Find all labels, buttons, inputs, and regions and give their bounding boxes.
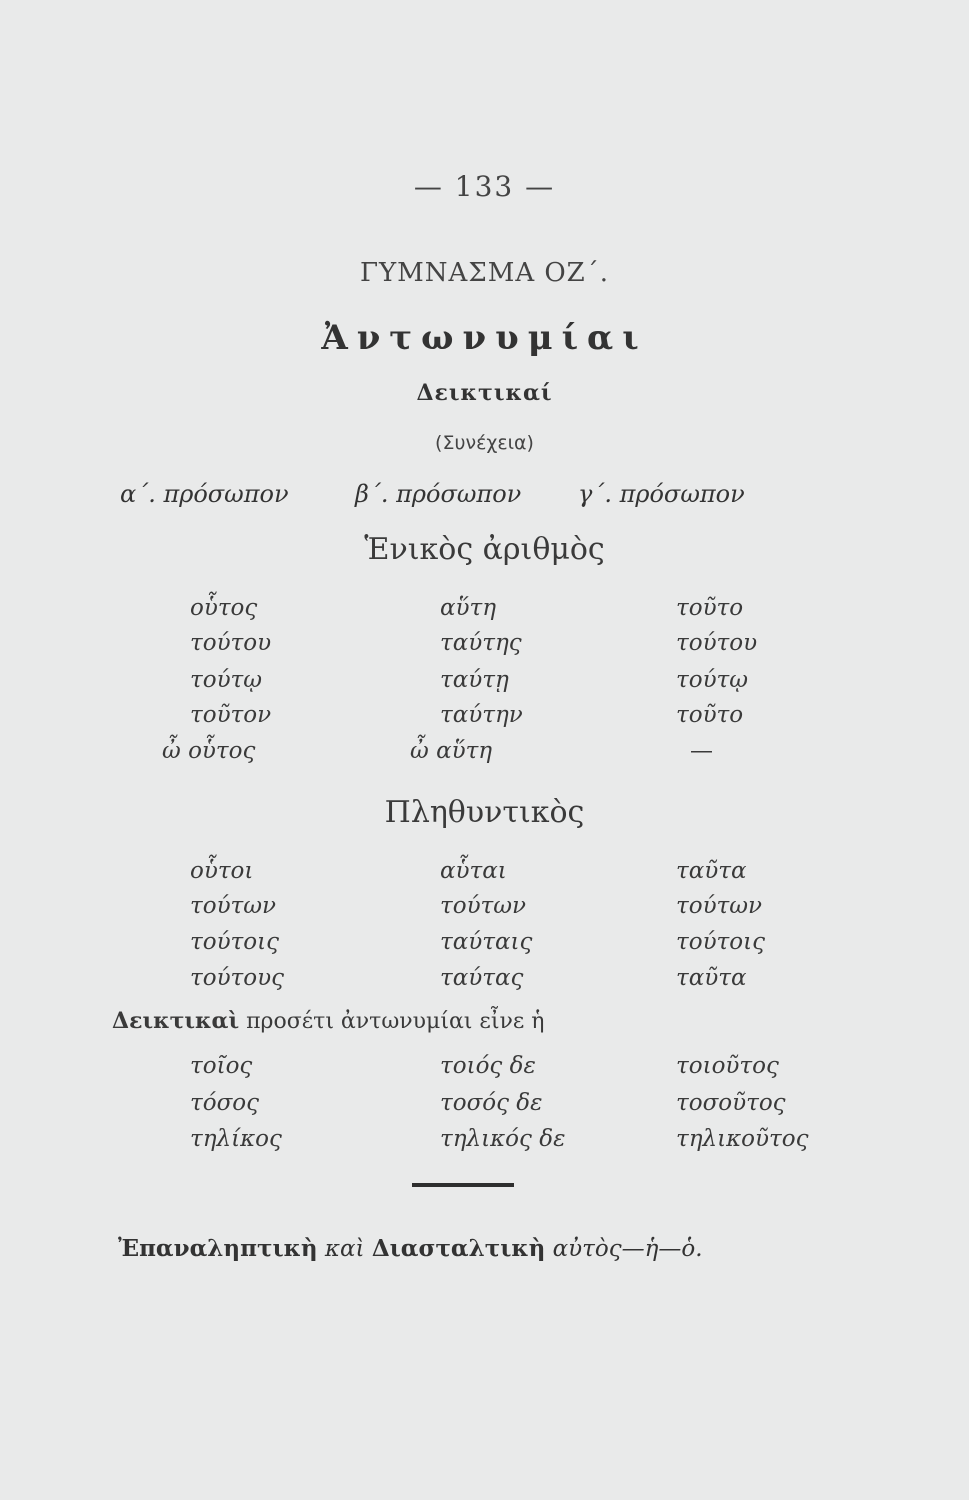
table-cell: ταῦτα — [676, 965, 747, 991]
table-cell: — — [690, 738, 713, 764]
table-cell: τούτῳ — [190, 667, 263, 693]
exercise-title: ΓΥΜΝΑΣΜΑ ΟΖ΄. — [359, 258, 610, 288]
table-cell: τηλικοῦτος — [676, 1126, 809, 1152]
table-cell: τοῦτον — [190, 702, 272, 728]
table-cell: τοῦτο — [676, 702, 744, 728]
table-cell: τοῖος — [190, 1053, 253, 1079]
table-cell: τόσος — [190, 1090, 259, 1116]
table-cell: ὦ αὕτη — [410, 738, 493, 764]
footer-rest: αὐτὸς—ἡ—ὁ. — [552, 1236, 703, 1262]
table-cell: ταύτῃ — [440, 667, 509, 693]
note-line — [112, 1008, 544, 1034]
footer-bold-2: Διασταλτικὴ — [371, 1235, 546, 1262]
person-3-header: γ΄. πρόσωπον — [578, 480, 745, 508]
table-cell: τούτων — [190, 893, 277, 919]
table-cell: ταύτης — [440, 630, 522, 656]
person-2-header: β΄. πρόσωπον — [355, 480, 522, 508]
plural-heading: Πληθυντικὸς — [384, 795, 585, 830]
table-cell: οὗτος — [190, 595, 258, 621]
table-cell: τοσοῦτος — [676, 1090, 786, 1116]
table-cell: τοιός δε — [440, 1053, 536, 1079]
table-cell: τοιοῦτος — [676, 1053, 779, 1079]
table-cell: τούτου — [190, 630, 272, 656]
table-cell: τούτῳ — [676, 667, 749, 693]
table-cell: τηλικός δε — [440, 1126, 566, 1152]
table-cell: ταύταις — [440, 929, 533, 955]
divider-rule — [412, 1183, 514, 1187]
singular-heading: Ἑνικὸς ἀριθμὸς — [364, 532, 605, 567]
table-cell: τοσός δε — [440, 1090, 543, 1116]
table-cell: τούτοις — [190, 929, 280, 955]
table-cell: τούτοις — [676, 929, 766, 955]
footer-bold-1: Ἐπαναληπτικὴ — [118, 1235, 318, 1262]
table-cell: ταύτας — [440, 965, 524, 991]
main-title: Ἀντωνυμίαι — [321, 318, 648, 358]
note-text: προσέτι ἀντωνυμίαι εἶνε ἡ — [246, 1009, 545, 1034]
table-cell: ὦ οὗτος — [162, 738, 256, 764]
table-cell: τοῦτο — [676, 595, 744, 621]
subtitle: Δεικτικαί — [416, 380, 553, 406]
table-cell: αὕτη — [440, 595, 497, 621]
table-cell: τούτων — [440, 893, 527, 919]
table-cell: τούτου — [676, 630, 758, 656]
footer-middle: καὶ — [324, 1236, 365, 1262]
person-1-header: α΄. πρόσωπον — [120, 480, 289, 508]
continued-label: (Συνέχεια) — [435, 432, 534, 454]
table-cell: ταύτην — [440, 702, 523, 728]
table-cell: τηλίκος — [190, 1126, 282, 1152]
footer-line — [118, 1235, 703, 1262]
table-cell: τούτους — [190, 965, 284, 991]
table-cell: τούτων — [676, 893, 763, 919]
note-bold: Δεικτικαὶ — [112, 1008, 240, 1034]
page-number: — 133 — — [413, 170, 556, 203]
table-cell: ταῦτα — [676, 858, 747, 884]
table-cell: αὗται — [440, 858, 507, 884]
table-cell: οὗτοι — [190, 858, 254, 884]
